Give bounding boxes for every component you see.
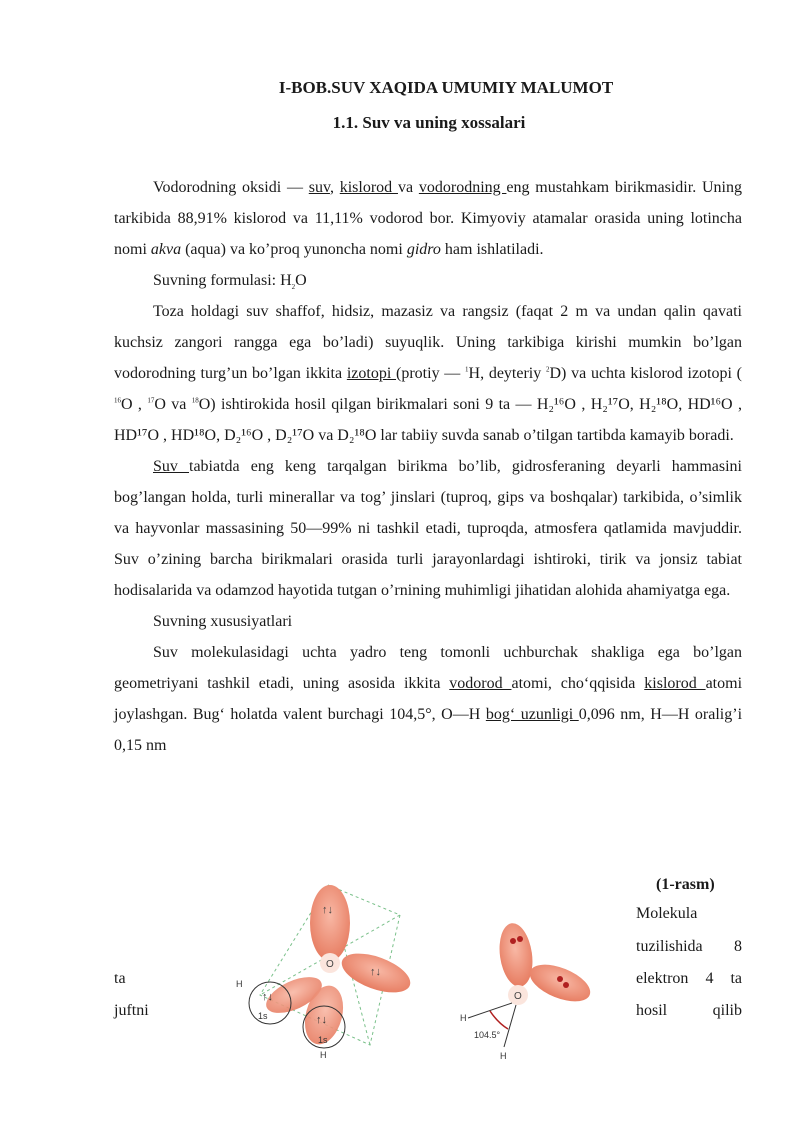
link-kislorod-2[interactable]: kislorod bbox=[644, 675, 706, 692]
chapter-title: I-BOB.SUV XAQIDA UMUMIY MALUMOT bbox=[278, 78, 614, 97]
paragraph-intro: Vodorodning oksidi — suv, kislorod va vodorodning eng mustahkam birikmasidir. Uning tarkibida 88,91% kislorod va 11,11% vodorod bor. Kimyoviy atamalar orasida uning lotincha nomi akva (aqua) va ko’proq yunoncha nomi gidro ham ishlatiladi. bbox=[114, 179, 742, 258]
paragraph-properties-heading: Suvning xususiyatlari bbox=[153, 613, 293, 630]
paragraph-isotopes: Toza holdagi suv shaffof, hidsiz, mazasiz va rangsiz (faqat 2 m va undan qalin qavati kuchsiz zangori rangga ega bo’ladi) suyuqlik. Uning tarkibiga kirishi mumkin bo’lgan vodorodning turg’un bo’lgan ikkita izotopi (protiy — $^1$H, deyteriy $^2$D) va uchta kislorod izotopi ( $^{16}$O , $^{17}$O va $^{18}$O) ishtirokida hosil qilgan birikmalari soni 9 ta — H₂¹⁶O , H₂¹⁷O, H₂¹⁸O, HD¹⁶O , HD¹⁷O , HD¹⁸O, D₂¹⁶O , D₂¹⁷O va D₂¹⁸O lar tabiiy suvda sanab o’tilgan tartibda kamayib boradi. bbox=[114, 303, 742, 444]
side-text-1: Molekula bbox=[636, 905, 698, 922]
svg-text:O: O bbox=[514, 991, 522, 1002]
link-izotopi[interactable]: izotopi bbox=[346, 365, 397, 382]
water-molecule-figure bbox=[220, 875, 610, 1065]
figure-caption: (1-rasm) bbox=[656, 876, 715, 893]
link-vodorod[interactable]: vodorod bbox=[449, 675, 512, 692]
body-text bbox=[114, 172, 742, 761]
side-text-left-2: juftni bbox=[114, 1002, 149, 1019]
svg-text:↑↓: ↑↓ bbox=[370, 966, 381, 978]
svg-text:1s: 1s bbox=[318, 1035, 328, 1045]
side-text-3: elektron 4 ta bbox=[636, 970, 742, 987]
lone-pair-orbital-top bbox=[310, 885, 350, 961]
paragraph-nature: Suv tabiatda eng keng tarqalgan birikma bo’lib, gidrosferaning deyarli hammasini bog’langan holda, turli minerallar va tog’ jinslari (tuproq, gips va boshqalar) tarkibida, o’simlik va hayvonlar massasining 50—99% ni tashkil etadi, tuproqda, atmosfera qatlamida mavjuddir. Suv o’zining barcha birikmalari orasida turli jarayonlardagi ishtiroki, tirik va jonsiz tabiat hodisalarida va odamzod hayotida tutgan o’rnining muhimligi jihatidan alohida ahamiyatga ega. bbox=[114, 458, 742, 599]
link-bog-uzunligi[interactable]: bog‘ uzunligi bbox=[485, 706, 579, 723]
paragraph-geometry: Suv molekulasidagi uchta yadro teng tomonli uchburchak shakliga ega bo’lgan geometriyani tashkil etadi, uning asosida ikkita vodorod atomi, cho‘qqisida kislorod atomi joylashgan. Bug‘ holatda valent burchagi 104,5°, O—H bog‘ uzunligi 0,096 nm, H—H oralig’i 0,15 nm bbox=[114, 644, 743, 754]
bond-angle-label: 104.5° bbox=[474, 1030, 501, 1040]
section-title: 1.1. Suv va uning xossalari bbox=[332, 113, 526, 132]
svg-text:H: H bbox=[460, 1013, 467, 1023]
side-text-left-1: ta bbox=[114, 970, 126, 987]
orbital-label-1s: 1s bbox=[258, 1011, 268, 1021]
link-vodorodning[interactable]: vodorodning bbox=[418, 179, 507, 196]
angle-model bbox=[460, 921, 595, 1061]
oxygen-label: O bbox=[326, 959, 334, 970]
svg-text:↑↓: ↑↓ bbox=[322, 904, 333, 916]
side-text-2: tuzilishida 8 bbox=[636, 938, 742, 955]
link-kislorod[interactable]: kislorod bbox=[339, 179, 398, 196]
svg-text:↑↓: ↑↓ bbox=[316, 1014, 327, 1026]
link-suv-2[interactable]: Suv bbox=[153, 458, 189, 475]
svg-text:H: H bbox=[500, 1051, 507, 1061]
link-suv[interactable]: suv bbox=[308, 179, 330, 196]
paragraph-formula: Suvning formulasi: $H_2O$ bbox=[153, 272, 307, 292]
hydrogen-label-2: H bbox=[320, 1050, 327, 1060]
tetrahedral-model bbox=[236, 885, 415, 1060]
isotope-list: H₂¹⁶O , H₂¹⁷O, H₂¹⁸O, HD¹⁶O , HD¹⁷O , HD¹⁸O, D₂¹⁶O , D₂¹⁷O va D₂¹⁸O bbox=[114, 396, 742, 444]
side-text-4: hosil qilib bbox=[636, 1002, 742, 1019]
svg-text:↑↓: ↑↓ bbox=[262, 991, 273, 1003]
hydrogen-label-1: H bbox=[236, 979, 243, 989]
